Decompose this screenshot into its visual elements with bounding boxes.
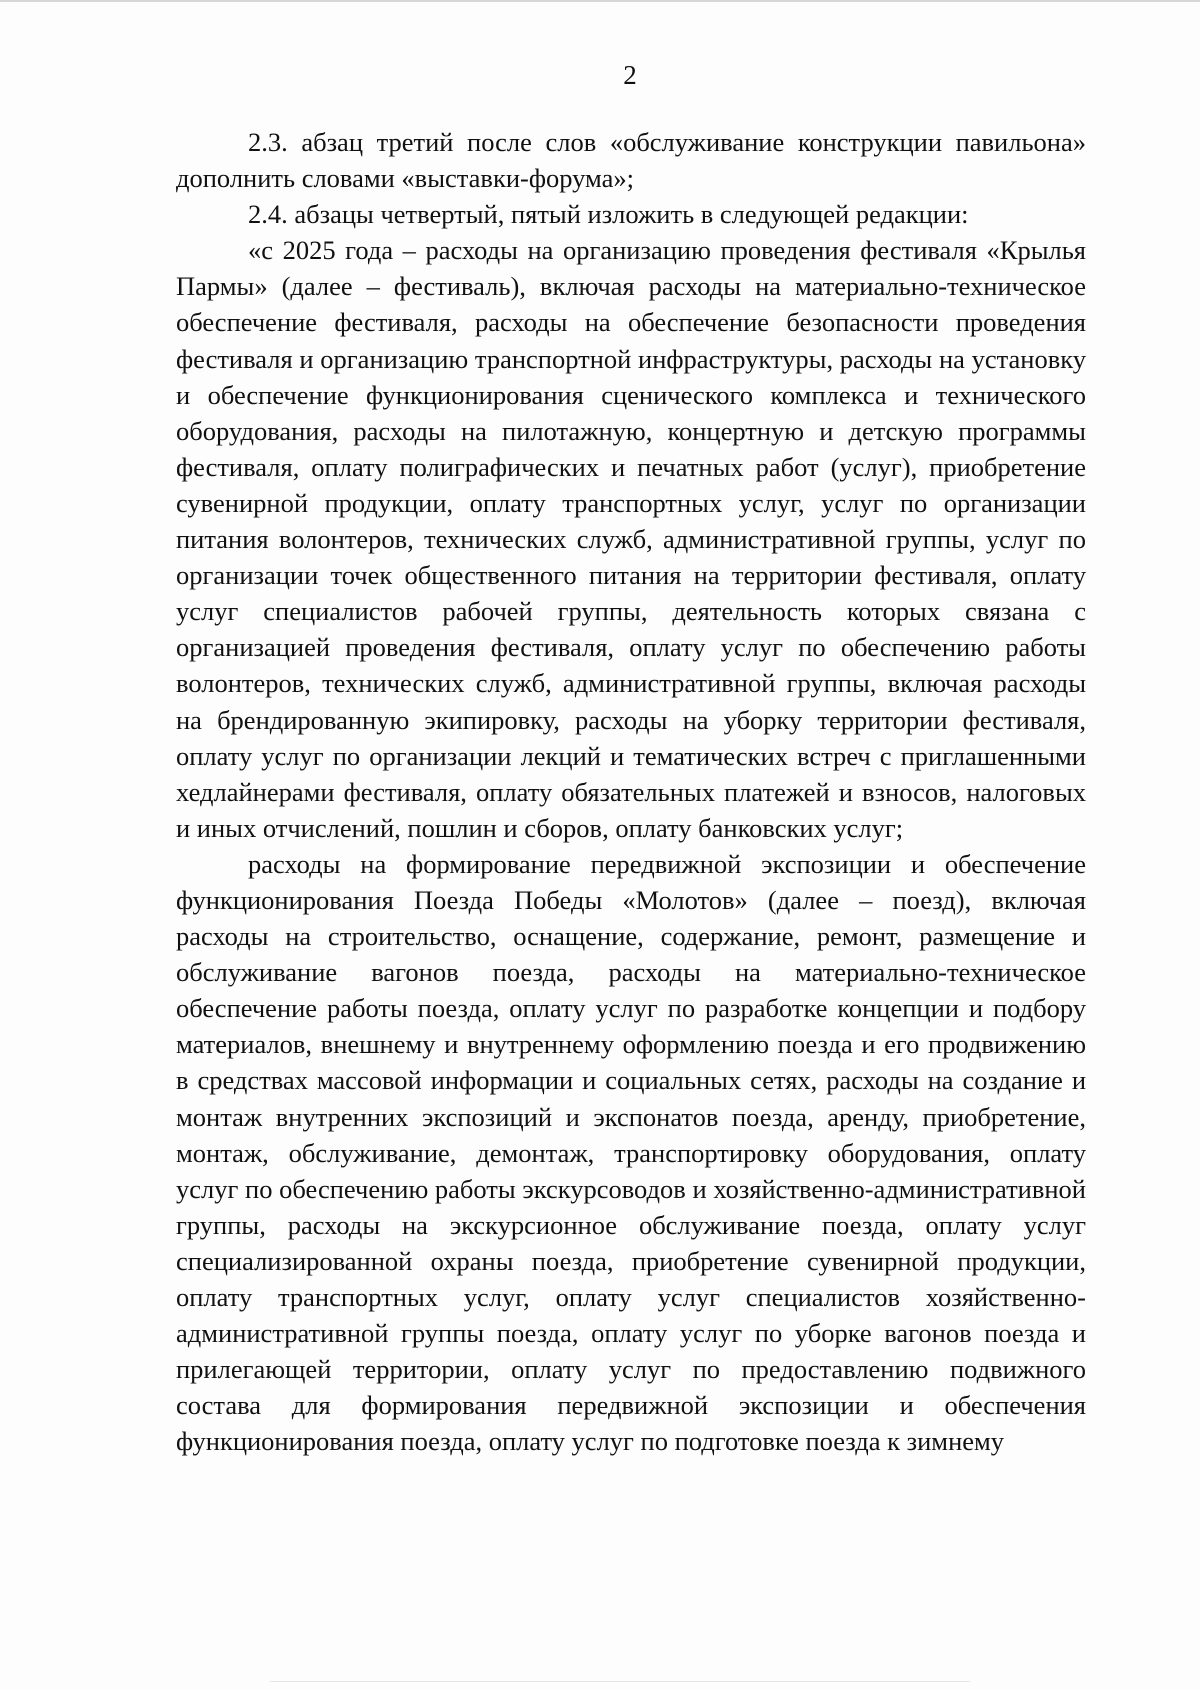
document-body [176, 124, 1086, 1459]
paragraph-2-4: 2.4. абзацы четвертый, пятый изложить в следующей редакции: [248, 199, 969, 230]
scan-edge-top [0, 0, 1200, 2]
paragraph-train-expenses: расходы на формирование передвижной экспозиции и обеспечение функционирования Поезда Победы «Молотов» (далее – поезд), включая расходы на строительство, оснащение, содержание, ремонт, размещение и обслуживание вагонов поезда, расходы на материально-техническое обеспечение работы поезда, оплату услуг по разработке концепции и подбору материалов, внешнему и внутреннему оформлению поезда и его продвижению в средствах массовой информации и социальных сетях, расходы на создание и монтаж внутренних экспозиций и экспонатов поезда, аренду, приобретение, монтаж, обслуживание, демонтаж, транспортировку оборудования, оплату услуг по обеспечению работы экскурсоводов и хозяйственно-административной группы, расходы на экскурсионное обслуживание поезда, оплату услуг специализированной охраны поезда, приобретение сувенирной продукции, оплату транспортных услуг, оплату услуг специалистов хозяйственно-административной группы поезда, оплату услуг по уборке вагонов поезда и прилегающей территории, оплату услуг по предоставлению подвижного состава для формирования передвижной экспозиции и обеспечения функционирования поезда, оплату услуг по подготовке поезда к зимнему [176, 848, 1086, 1457]
scan-edge-bottom [270, 1681, 970, 1682]
paragraph-2-3: 2.3. абзац третий после слов «обслуживание конструкции павильона» дополнить словами «выставки-форума»; [176, 127, 1086, 194]
paragraph-festival-expenses: «с 2025 года – расходы на организацию проведения фестиваля «Крылья Пармы» (далее – фестиваль), включая расходы на материально-техническое обеспечение фестиваля, расходы на обеспечение безопасности проведения фестиваля и организацию транспортной инфраструктуры, расходы на установку и обеспечение функционирования сценического комплекса и технического оборудования, расходы на пилотажную, концертную и детскую программы фестиваля, оплату полиграфических и печатных работ (услуг), приобретение сувенирной продукции, оплату транспортных услуг, услуг по организации питания волонтеров, технических служб, административной группы, услуг по организации точек общественного питания на территории фестиваля, оплату услуг специалистов рабочей группы, деятельность которых связана с организацией проведения фестиваля, оплату услуг по обеспечению работы волонтеров, технических служб, административной группы, включая расходы на брендированную экипировку, расходы на уборку территории фестиваля, оплату услуг по организации лекций и тематических встреч с приглашенными хедлайнерами фестиваля, оплату обязательных платежей и взносов, налоговых и иных отчислений, пошлин и сборов, оплату банковских услуг; [176, 235, 1086, 843]
page-number: 2 [623, 60, 637, 90]
